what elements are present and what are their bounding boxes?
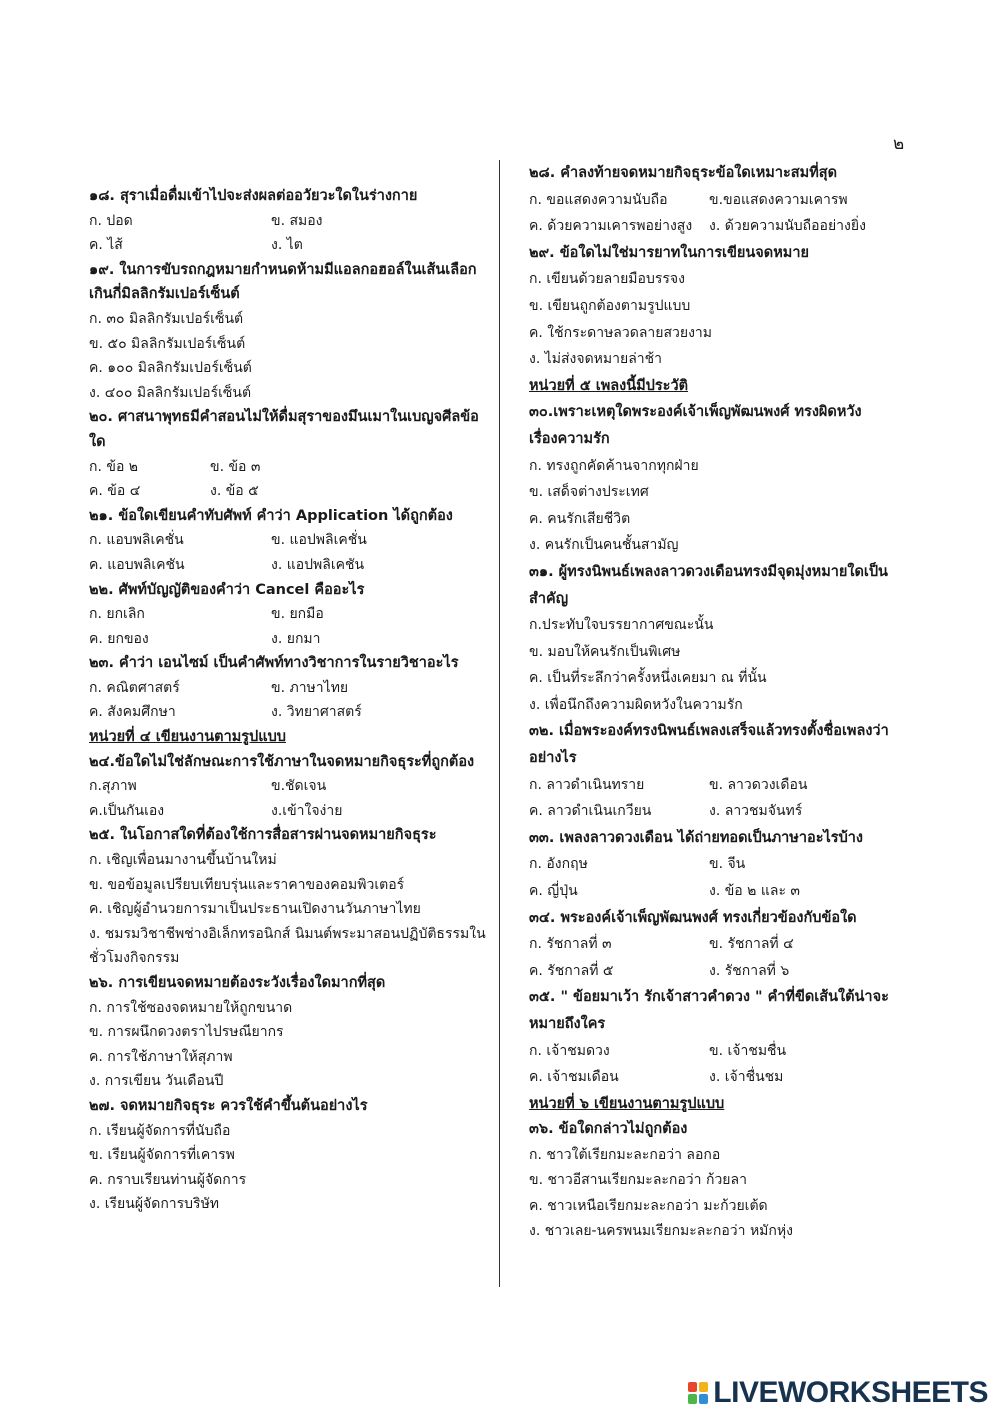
question-text: ๒๗. จดหมายกิจธุระ ควรใช้คำขึ้นต้นอย่างไร	[89, 1097, 368, 1114]
answer-option: ก.สุภาพ	[89, 778, 137, 795]
answer-options	[529, 931, 914, 984]
answer-option: ง. แอปพลิเคชัน	[271, 556, 365, 573]
answer-option: ค.เป็นกันเอง	[89, 802, 165, 819]
answer-option: ข.ขอแสดงความเคารพ	[709, 191, 848, 208]
answer-option: ค. ๑๐๐ มิลลิกรัมเปอร์เซ็นต์	[89, 360, 252, 377]
question-text: ๒๐. ศาสนาพุทธมีคำสอนไม่ให้ดื่มสุราของมึนเมาในเบญจศีลข้อ	[89, 409, 479, 426]
column-divider	[499, 160, 500, 1287]
question-text: ๓๑. ผู้ทรงนิพนธ์เพลงลาวดวงเดือนทรงมีจุดมุ่งหมายใดเป็น	[529, 563, 888, 580]
answer-option: ข. เสด็จต่างประเทศ	[529, 484, 649, 501]
answer-option: ก. ปอด	[89, 212, 133, 229]
answer-option: ข. ภาษาไทย	[271, 679, 349, 696]
answer-option: ง. วิทยาศาสตร์	[271, 704, 362, 721]
answer-option: ค. ลาวดำเนินเกวียน	[529, 803, 652, 820]
question-text: ๒๒. ศัพท์บัญญัติของคำว่า Cancel คืออะไร	[89, 581, 365, 598]
question-text-continued: ใด	[89, 433, 106, 450]
answer-options	[529, 453, 914, 559]
answer-option: ง. ๔๐๐ มิลลิกรัมเปอร์เซ็นต์	[89, 384, 252, 401]
answer-option: ง. เรียนผู้จัดการบริษัท	[89, 1196, 220, 1213]
answer-options	[529, 851, 914, 904]
answer-option: ข. ชาวอีสานเรียกมะละกอว่า ก้วยลา	[529, 1172, 747, 1189]
question-block	[529, 240, 914, 373]
question-text: ๓๓. เพลงลาวดวงเดือน ได้ถ่ายทอดเป็นภาษาอะไรบ้าง	[529, 829, 863, 846]
answer-option: ก. ทรงถูกคัดค้านจากทุกฝ่าย	[529, 457, 699, 474]
answer-options	[89, 774, 479, 823]
answer-option: ค. เป็นที่ระลึกว่าครั้งหนึ่งเคยมา ณ ที่นั้น	[529, 670, 767, 687]
question-text: ๒๕. ในโอกาสใดที่ต้องใช้การสื่อสารผ่านจดหมายกิจธุระ	[89, 827, 437, 844]
question-block	[89, 823, 486, 971]
answer-option: ค. การใช้ภาษาให้สุภาพ	[89, 1048, 233, 1065]
answer-option: ค. รัชกาลที่ ๕	[529, 962, 614, 979]
answer-option: ง. คนรักเป็นคนชั้นสามัญ	[529, 537, 679, 554]
answer-options	[529, 1038, 914, 1091]
answer-option: ค. เชิญผู้อำนวยการมาเป็นประธานเปิดงานวันภาษาไทย	[89, 901, 421, 918]
answer-option: ก. ๓๐ มิลลิกรัมเปอร์เซ็นต์	[89, 310, 244, 327]
answer-option: ข. เจ้าชมชื่น	[709, 1042, 787, 1059]
answer-option: ก.ประทับใจบรรยากาศขณะนั้น	[529, 617, 714, 634]
right-column	[529, 160, 914, 1244]
answer-option: ข. การผนึกดวงตราไปรษณียากร	[89, 1024, 284, 1041]
unit-heading: หน่วยที่ ๖ เขียนงานตามรูปแบบ	[529, 1095, 725, 1112]
answer-option: ง. ชาวเลย-นครพนมเรียกมะละกอว่า หมักหุ่ง	[529, 1223, 793, 1239]
answer-option: ง. ยกมา	[271, 630, 321, 647]
answer-options	[529, 187, 914, 240]
question-text: ๓๐.เพราะเหตุใดพระองค์เจ้าเพ็ญพัฒนพงศ์ ทรงผิดหวัง	[529, 404, 862, 421]
answer-option: ก. รัชกาลที่ ๓	[529, 936, 612, 953]
liveworksheets-logo	[688, 1376, 988, 1410]
answer-option: ข. ข้อ ๓	[210, 458, 261, 475]
question-text: ๓๔. พระองค์เจ้าเพ็ญพัฒนพงศ์ ทรงเกี่ยวข้องกับข้อใด	[529, 909, 857, 926]
answer-option: ชั่วโมงกิจกรรม	[89, 950, 180, 967]
answer-option: ค. ญี่ปุ่น	[529, 883, 578, 900]
answer-option: ค. ไส้	[89, 237, 123, 254]
question-text: ๒๑. ข้อใดเขียนคำทับศัพท์ คำว่า Application ได้ถูกต้อง	[89, 507, 453, 524]
answer-options	[529, 266, 914, 372]
question-block	[529, 825, 914, 905]
answer-option: ก. การใช้ซองจดหมายให้ถูกขนาด	[89, 999, 293, 1016]
brand-name: LIVEWORKSHEETS	[713, 1376, 988, 1409]
question-text: ๒๔.ข้อใดไม่ใช่ลักษณะการใช้ภาษาในจดหมายกิจธุระที่ถูกต้อง	[89, 753, 475, 770]
answer-option: ค. ข้อ ๔	[89, 483, 141, 500]
logo-grid-icon	[688, 1382, 708, 1404]
answer-option: ง. เพื่อนึกถึงความผิดหวังในความรัก	[529, 696, 743, 713]
answer-option: ง.เข้าใจง่าย	[271, 802, 343, 819]
answer-option: ก. แอบพลิเคชั่น	[89, 532, 184, 549]
answer-option: ข. สมอง	[271, 212, 323, 229]
answer-options	[529, 772, 914, 825]
question-block	[89, 184, 479, 258]
answer-option: ค. ยกของ	[89, 630, 149, 647]
question-text-continued: หมายถึงใคร	[529, 1016, 606, 1032]
answer-option: ง. เจ้าชื่นชม	[709, 1069, 784, 1086]
answer-option: ข. เขียนถูกต้องตามรูปแบบ	[529, 297, 691, 314]
answer-option: ก. เรียนผู้จัดการที่นับถือ	[89, 1122, 231, 1139]
question-block	[529, 984, 914, 1090]
question-block	[89, 504, 479, 578]
answer-options	[89, 455, 479, 504]
answer-option: ข. รัชกาลที่ ๔	[709, 936, 794, 953]
answer-options	[89, 676, 479, 725]
question-block	[529, 559, 914, 719]
unit-heading: หน่วยที่ ๕ เพลงนี้มีประวัติ	[529, 377, 689, 394]
answer-option: ค. ด้วยความเคารพอย่างสูง	[529, 218, 693, 235]
answer-option: ข. ขอข้อมูลเปรียบเทียบรุ่นและราคาของคอมพิวเตอร์	[89, 876, 405, 893]
answer-option: ง. ไต	[271, 237, 303, 254]
question-text: ๓๖. ข้อใดกล่าวไม่ถูกต้อง	[529, 1121, 688, 1138]
answer-option: ง. รัชกาลที่ ๖	[709, 962, 790, 979]
page-number: ๒	[893, 134, 905, 154]
answer-option: ค. ชาวเหนือเรียกมะละกอว่า มะก้วยเต้ด	[529, 1197, 768, 1214]
answer-option: ง. การเขียน วันเดือนปี	[89, 1073, 224, 1090]
answer-option: ค. สังคมศึกษา	[89, 704, 176, 721]
answer-option: ข. แอปพลิเคชั่น	[271, 532, 367, 549]
question-block	[89, 578, 479, 652]
answer-option: ค. แอบพลิเคชัน	[89, 556, 185, 573]
answer-option: ก. ลาวดำเนินทราย	[529, 776, 645, 793]
answer-option: ข. ลาวดวงเดือน	[709, 776, 808, 793]
question-block	[529, 905, 914, 985]
left-column	[89, 184, 486, 1217]
answer-option: ข. มอบให้คนรักเป็นพิเศษ	[529, 643, 681, 660]
answer-options	[529, 1143, 914, 1245]
question-text: ๑๙. ในการขับรถกฎหมายกำหนดห้ามมีแอลกอฮอล์ในเส้นเลือก	[89, 261, 477, 278]
answer-option: ง. ข้อ ๕	[210, 483, 259, 500]
answer-options	[89, 602, 479, 651]
question-block	[89, 651, 479, 725]
unit-heading: หน่วยที่ ๔ เขียนงานตามรูปแบบ	[89, 729, 287, 746]
answer-option: ข. จีน	[709, 856, 746, 873]
answer-option: ค. เจ้าชมเดือน	[529, 1069, 619, 1086]
question-block	[529, 718, 914, 824]
answer-option: ค. คนรักเสียชีวิต	[529, 510, 631, 527]
question-text-continued: อย่างไร	[529, 750, 577, 767]
question-text-continued: สำคัญ	[529, 590, 569, 607]
question-text: ๓๕. " ข้อยมาเว้า รักเจ้าสาวคำดวง " คำที่ขีดเส้นใต้น่าจะ	[529, 989, 889, 1006]
question-block	[89, 1094, 479, 1217]
question-text-continued: เรื่องความรัก	[529, 430, 610, 447]
answer-option: ก. ขอแสดงความนับถือ	[529, 191, 668, 208]
answer-option: ก. ชาวใต้เรียกมะละกอว่า ลอกอ	[529, 1146, 721, 1163]
answer-options	[89, 848, 486, 971]
question-block	[89, 971, 479, 1094]
answer-option: ง. ลาวชมจันทร์	[709, 803, 803, 820]
question-block	[89, 750, 479, 824]
question-text: ๓๒. เมื่อพระองค์ทรงนิพนธ์เพลงเสร็จแล้วทรงตั้งชื่อเพลงว่า	[529, 723, 889, 740]
answer-option: ข. ยกมือ	[271, 606, 324, 623]
answer-option: ข. ๕๐ มิลลิกรัมเปอร์เซ็นต์	[89, 335, 246, 352]
answer-option: ค. ใช้กระดาษลวดลายสวยงาม	[529, 324, 713, 341]
question-block	[529, 1117, 914, 1244]
question-block	[89, 258, 479, 406]
question-text: ๒๙. ข้อใดไม่ใช่มารยาทในการเขียนจดหมาย	[529, 244, 809, 261]
answer-options	[89, 1119, 479, 1217]
answer-options	[89, 996, 479, 1094]
answer-options	[89, 307, 479, 405]
answer-option: ก. เชิญเพื่อนมางานขึ้นบ้านใหม่	[89, 852, 277, 869]
answer-option: ง. ด้วยความนับถืออย่างยิ่ง	[709, 218, 866, 235]
question-block	[89, 405, 479, 503]
answer-option: ง. ไม่ส่งจดหมายล่าช้า	[529, 351, 663, 368]
question-text: ๑๘. สุราเมื่อดื่มเข้าไปจะส่งผลต่ออวัยวะใดในร่างกาย	[89, 188, 418, 204]
answer-option: ก. เจ้าชมดวง	[529, 1042, 610, 1059]
answer-option: ก. ยกเลิก	[89, 606, 145, 623]
question-text: ๒๓. คำว่า เอนไซม์ เป็นคำศัพท์ทางวิชาการในรายวิชาอะไร	[89, 655, 459, 672]
question-text-continued: เกินกี่มิลลิกรัมเปอร์เซ็นต์	[89, 286, 240, 303]
answer-option: ก. อังกฤษ	[529, 856, 588, 873]
answer-option: ข. เรียนผู้จัดการที่เคารพ	[89, 1147, 235, 1164]
answer-option: ง. ข้อ ๒ และ ๓	[709, 883, 800, 900]
answer-option: ข.ชัดเจน	[271, 778, 327, 795]
answer-option: ค. กราบเรียนท่านผู้จัดการ	[89, 1171, 247, 1188]
question-text: ๒๘. คำลงท้ายจดหมายกิจธุระข้อใดเหมาะสมที่สุด	[529, 165, 838, 181]
answer-options	[529, 612, 914, 718]
question-block	[529, 399, 914, 559]
answer-options	[89, 209, 479, 258]
answer-option: ก. คณิตศาสตร์	[89, 679, 180, 696]
answer-option: ก. ข้อ ๒	[89, 458, 139, 475]
question-block	[529, 160, 914, 240]
answer-option: ง. ชมรมวิชาชีพช่างอิเล็กทรอนิกส์ นิมนต์พระมาสอนปฏิบัติธรรมใน	[89, 925, 486, 942]
answer-option: ก. เขียนด้วยลายมือบรรจง	[529, 271, 685, 288]
question-text: ๒๖. การเขียนจดหมายต้องระวังเรื่องใดมากที่สุด	[89, 975, 386, 991]
answer-options	[89, 528, 479, 577]
